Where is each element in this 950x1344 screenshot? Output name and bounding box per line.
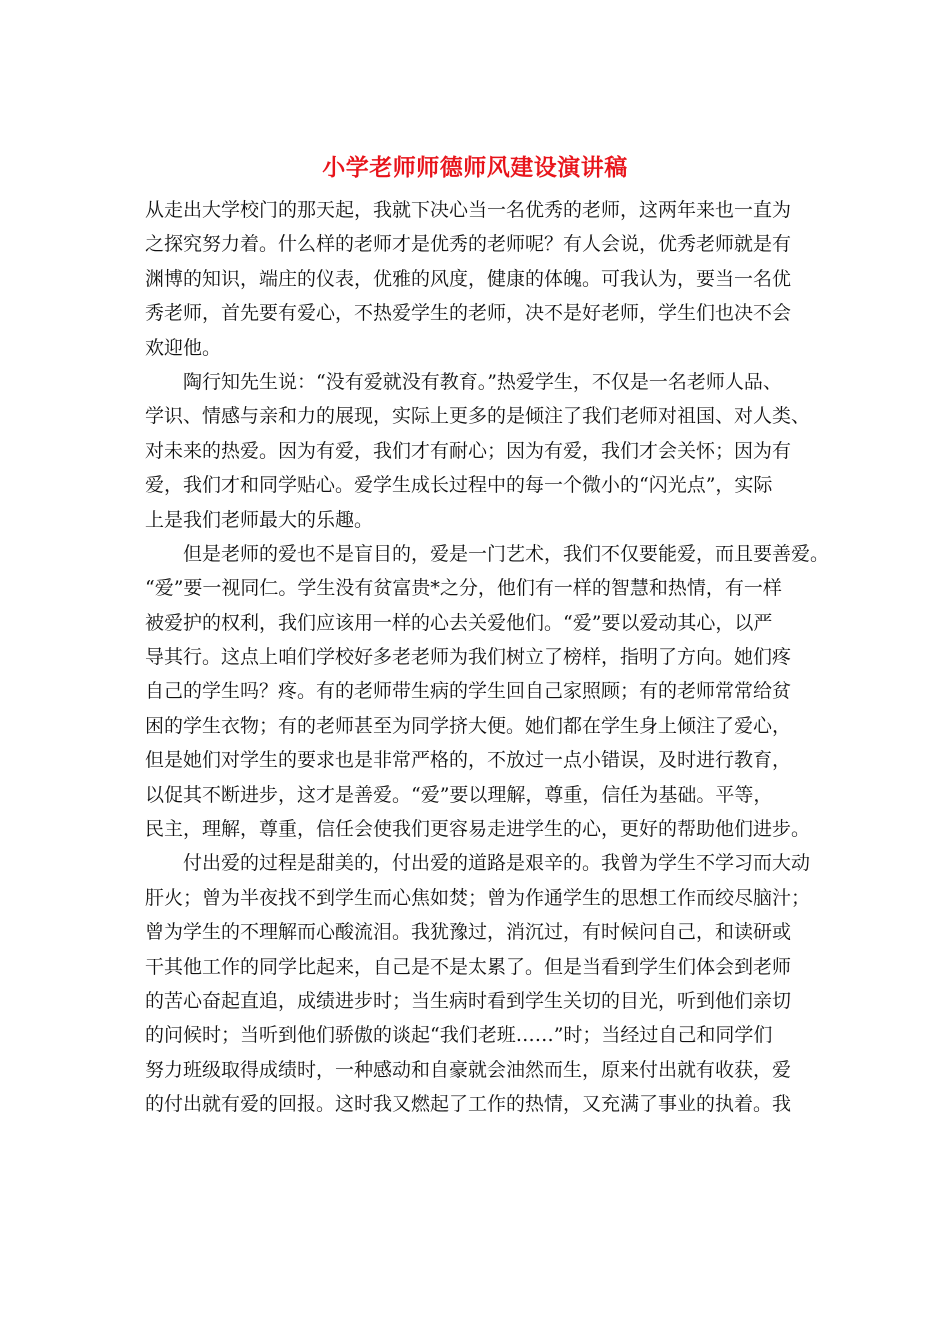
text-line: 陶行知先生说：“没有爱就没有教育。”热爱学生，不仅是一名老师人品、 (145, 370, 782, 393)
text-line: 困的学生衣物；有的老师甚至为同学挤大便。她们都在学生身上倾注了爱心， (145, 714, 792, 737)
text-line: 被爱护的权利，我们应该用一样的心去关爱他们。“爱”要以爱动其心，以严 (145, 611, 773, 634)
text-line: 从走出大学校门的那天起，我就下决心当一名优秀的老师，这两年来也一直为 (145, 199, 792, 221)
page-title: 小学老师师德师风建设演讲稿 (322, 154, 628, 181)
text-line: 但是她们对学生的要求也是非常严格的，不放过一点小错误，及时进行教育， (145, 749, 792, 772)
text-line: 肝火；曾为半夜找不到学生而心焦如焚；曾为作通学生的思想工作而绞尽脑汁； (145, 886, 811, 909)
text-line: 学识、情感与亲和力的展现，实际上更多的是倾注了我们老师对祖国、对人类、 (145, 405, 811, 428)
text-line: 秀老师，首先要有爱心，不热爱学生的老师，决不是好老师，学生们也决不会 (145, 302, 792, 325)
body-text (145, 193, 830, 1122)
text-line: 曾为学生的不理解而心酸流泪。我犹豫过，消沉过，有时候问自己，和读研或 (145, 921, 792, 944)
text-line: “爱”要一视同仁。学生没有贫富贵*之分，他们有一样的智慧和热情，有一样 (145, 577, 782, 600)
text-line: 之探究努力着。什么样的老师才是优秀的老师呢？有人会说，优秀老师就是有 (145, 233, 792, 256)
text-line: 的问候时；当听到他们骄傲的谈起“我们老班……”时；当经过自己和同学们 (145, 1024, 773, 1047)
text-line: 但是老师的爱也不是盲目的，爱是一门艺术，我们不仅要能爱，而且要善爱。 (145, 542, 830, 565)
text-line: 干其他工作的同学比起来，自己是不是太累了。但是当看到学生们体会到老师 (145, 955, 792, 978)
text-line: 欢迎他。 (145, 336, 222, 359)
text-line: 上是我们老师最大的乐趣。 (145, 508, 374, 531)
text-line: 自己的学生吗？疼。有的老师带生病的学生回自己家照顾；有的老师常常给贫 (145, 680, 792, 703)
text-line: 付出爱的过程是甜美的，付出爱的道路是艰辛的。我曾为学生不学习而大动 (145, 852, 811, 875)
text-line: 的苦心奋起直追，成绩进步时；当生病时看到学生关切的目光，听到他们亲切 (145, 989, 792, 1012)
text-line: 的付出就有爱的回报。这时我又燃起了工作的热情，又充满了事业的执着。我 (145, 1093, 792, 1116)
text-line: 民主，理解，尊重，信任会使我们更容易走进学生的心，更好的帮助他们进步。 (145, 818, 811, 841)
text-line: 爱，我们才和同学贴心。爱学生成长过程中的每一个微小的“闪光点”，实际 (145, 474, 773, 497)
text-line: 渊博的知识，端庄的仪表，优雅的风度，健康的体魄。可我认为，要当一名优 (145, 267, 792, 290)
text-line: 导其行。这点上咱们学校好多老老师为我们树立了榜样，指明了方向。她们疼 (145, 646, 792, 669)
text-line: 以促其不断进步，这才是善爱。“爱”要以理解，尊重，信任为基础。平等， (145, 783, 773, 806)
text-line: 对未来的热爱。因为有爱，我们才有耐心；因为有爱，我们才会关怀；因为有 (145, 439, 792, 462)
text-line: 努力班级取得成绩时，一种感动和自豪就会油然而生，原来付出就有收获，爱 (145, 1058, 792, 1081)
